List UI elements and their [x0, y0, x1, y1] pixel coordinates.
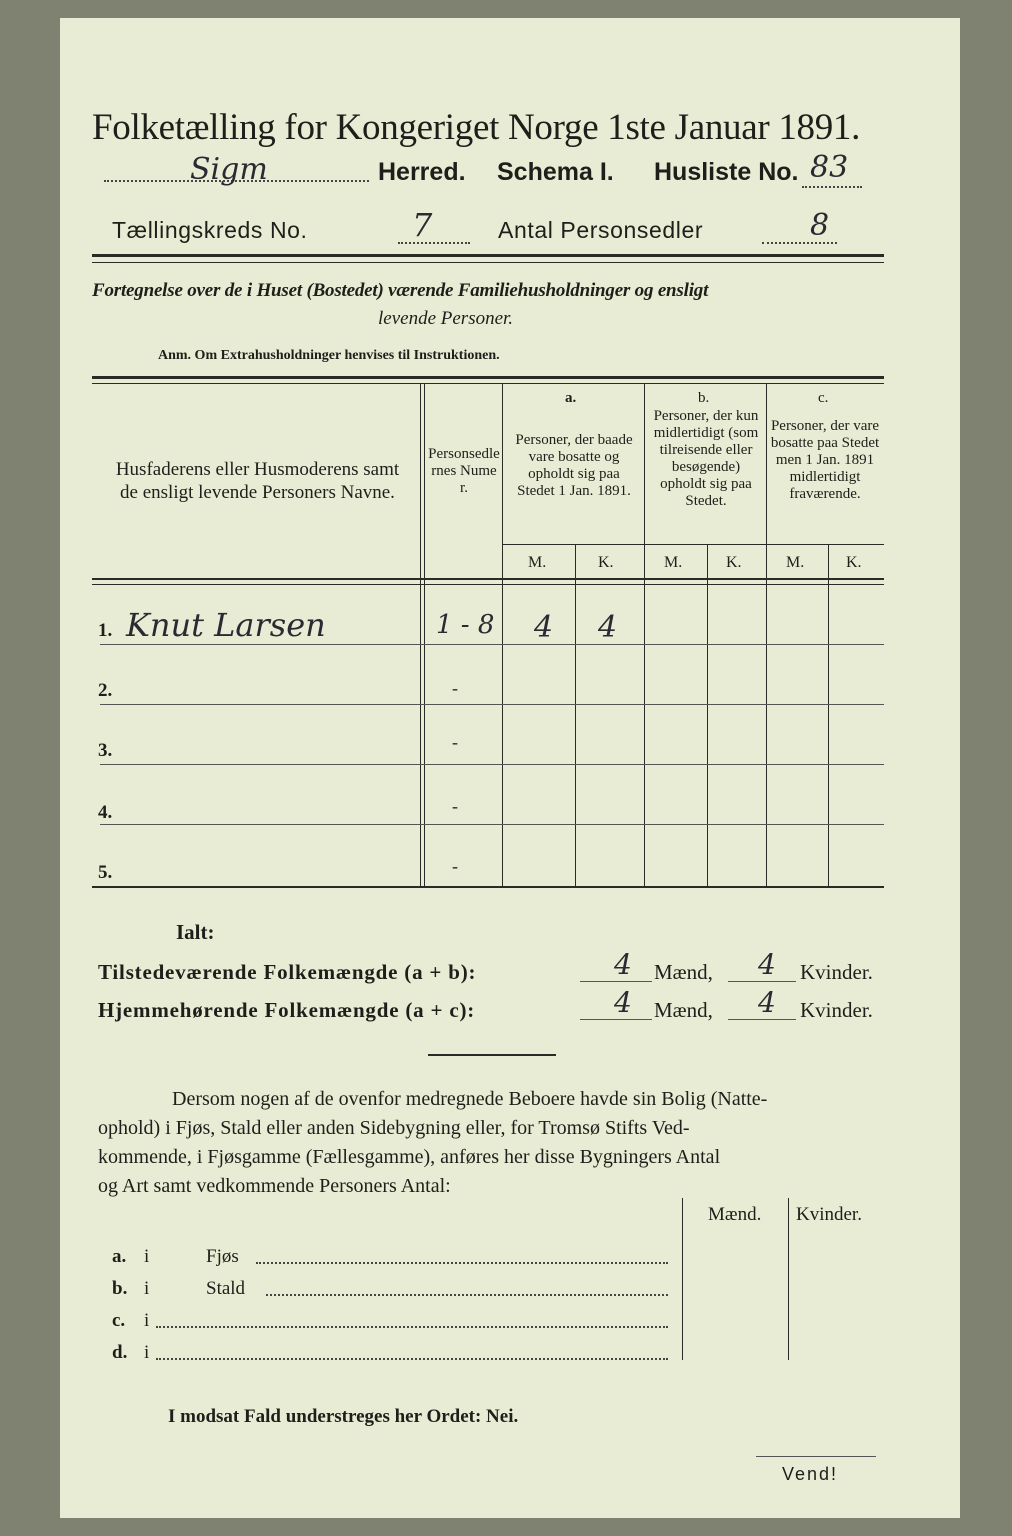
tilstedevaerende-kvinder-label: Kvinder.: [800, 960, 873, 984]
row-4-number: 4.: [98, 802, 113, 823]
col-divider-num: [502, 384, 503, 886]
building-a-label: Fjøs: [206, 1246, 239, 1267]
paragraph-line2: ophold) i Fjøs, Stald eller anden Sidebygning eller, for Tromsø Stifts Ved-: [98, 1117, 690, 1139]
col-divider-name-2: [424, 384, 425, 886]
col-a-m-label: M.: [528, 554, 547, 571]
row-1-name: Knut Larsen: [126, 606, 326, 644]
col-a-letter: a.: [565, 390, 577, 406]
row-3-number: 3.: [98, 740, 113, 761]
col-divider-c-mk: [828, 544, 829, 886]
row-1-a-k: 4: [598, 610, 618, 645]
tilstedevaerende-maend-label: Mænd,: [654, 960, 713, 984]
footer-note: I modsat Fald understreges her Ordet: Nei.: [168, 1406, 519, 1427]
tellingskreds-value: 7: [412, 206, 433, 244]
building-c-dotted-line: [156, 1326, 668, 1328]
schema-label: Schema I.: [497, 158, 614, 186]
col-a-header: Personer, der baade vare bosatte og opholdt sig paa Stedet 1 Jan. 1891.: [515, 432, 633, 499]
col-b-letter: b.: [698, 390, 710, 406]
buildings-kvinder-header: Kvinder.: [796, 1204, 862, 1225]
row-2-personsedler: -: [452, 678, 458, 698]
buildings-maend-header: Mænd.: [708, 1204, 762, 1225]
building-d-i: i: [144, 1342, 150, 1363]
tellingskreds-dotted-line: [398, 242, 470, 244]
section-divider: [428, 1054, 556, 1056]
building-a-dotted-line: [256, 1262, 668, 1264]
paragraph-line3: kommende, i Fjøsgamme (Fællesgamme), anføres her disse Bygningers Antal: [98, 1146, 721, 1168]
row-5-personsedler: -: [452, 856, 458, 876]
hjemmehorende-maend-label: Mænd,: [654, 998, 713, 1022]
hjemmehorende-kvinder-label: Kvinder.: [800, 998, 873, 1022]
col-divider-b-mk: [707, 544, 708, 886]
husliste-dotted-line: [802, 186, 862, 188]
vend-line: [756, 1456, 876, 1457]
building-d-dotted-line: [156, 1358, 668, 1360]
tilstedevaerende-k-line: [728, 981, 796, 982]
building-b-letter: b.: [112, 1278, 128, 1299]
col-c-letter: c.: [818, 390, 829, 406]
building-c-letter: c.: [112, 1310, 126, 1331]
row-line-4: [100, 824, 884, 825]
tilstedevaerende-label: Tilstedeværende Folkemængde (a + b):: [98, 960, 477, 984]
row-5-number: 5.: [98, 862, 113, 883]
building-a-letter: a.: [112, 1246, 127, 1267]
form-title: Folketælling for Kongeriget Norge 1ste Januar 1891.: [92, 107, 861, 148]
building-b-i: i: [144, 1278, 150, 1299]
antal-dotted-line: [762, 242, 837, 244]
paragraph-line4: og Art samt vedkommende Personers Antal:: [98, 1175, 451, 1197]
row-line-2: [100, 704, 884, 705]
subtitle-line2: levende Personer.: [378, 308, 514, 329]
col-divider-a: [644, 384, 645, 886]
row-line-1: [100, 644, 884, 645]
antal-value: 8: [810, 208, 830, 243]
col-divider-b: [766, 384, 767, 886]
header-rule: [92, 254, 884, 257]
tilstedevaerende-k: 4: [758, 948, 776, 981]
subtitle-line1: Fortegnelse over de i Huset (Bostedet) værende Familiehusholdninger og ensligt: [92, 280, 709, 301]
table-bottom-rule: [92, 886, 884, 888]
row-2-number: 2.: [98, 680, 113, 701]
building-c-i: i: [144, 1310, 150, 1331]
hjemmehorende-label: Hjemmehørende Folkemængde (a + c):: [98, 998, 476, 1022]
col-num-header: Personsedlernes Numer.: [428, 446, 500, 496]
table-top-rule: [92, 376, 884, 379]
antal-label: Antal Personsedler: [498, 217, 704, 243]
ialt-label: Ialt:: [176, 920, 215, 944]
paragraph-line1: Dersom nogen af de ovenfor medregnede Beboere havde sin Bolig (Natte-: [172, 1088, 768, 1110]
census-form-sheet: [60, 18, 960, 1518]
buildings-col-divider-1: [682, 1198, 683, 1360]
col-b-k-label: K.: [726, 554, 742, 571]
col-b-header: Personer, der kun midlertidigt (som tilreisende eller besøgende) opholdt sig paa Stedet.: [653, 408, 759, 509]
anm-note: Anm. Om Extrahusholdninger henvises til Instruktionen.: [158, 348, 500, 363]
row-1-personsedler: 1 - 8: [436, 610, 495, 640]
building-a-i: i: [144, 1246, 150, 1267]
tilstedevaerende-m-line: [580, 981, 652, 982]
col-a-k-label: K.: [598, 554, 614, 571]
row-line-3: [100, 764, 884, 765]
col-b-m-label: M.: [664, 554, 683, 571]
tilstedevaerende-m: 4: [614, 948, 632, 981]
mk-row-top-rule: [503, 544, 884, 545]
col-divider-a-mk: [575, 544, 576, 886]
vend-label: Vend!: [782, 1464, 839, 1484]
buildings-col-divider-2: [788, 1198, 789, 1360]
col-c-header: Personer, der vare bosatte paa Stedet men 1 Jan. 1891 midlertidigt fraværende.: [770, 418, 880, 502]
row-1-a-m: 4: [534, 610, 554, 645]
building-d-letter: d.: [112, 1342, 128, 1363]
building-b-dotted-line: [266, 1294, 668, 1296]
hjemmehorende-m-line: [580, 1019, 652, 1020]
row-1-number: 1.: [98, 620, 113, 641]
hjemmehorende-m: 4: [614, 986, 632, 1019]
row-3-personsedler: -: [452, 732, 458, 752]
herred-value: Sigm: [190, 152, 268, 187]
col-name-header: Husfaderens eller Husmoderens samt de ensligt levende Personers Navne.: [115, 459, 400, 503]
row-4-personsedler: -: [452, 796, 458, 816]
building-b-label: Stald: [206, 1278, 246, 1299]
col-divider-name: [420, 384, 421, 886]
col-c-k-label: K.: [846, 554, 862, 571]
tellingskreds-label: Tællingskreds No.: [112, 217, 308, 243]
hjemmehorende-k: 4: [758, 986, 776, 1019]
herred-label: Herred.: [378, 158, 466, 186]
husliste-value: 83: [810, 150, 849, 185]
header-rule-thin: [92, 262, 884, 263]
hjemmehorende-k-line: [728, 1019, 796, 1020]
col-c-m-label: M.: [786, 554, 805, 571]
husliste-label: Husliste No.: [654, 158, 799, 186]
